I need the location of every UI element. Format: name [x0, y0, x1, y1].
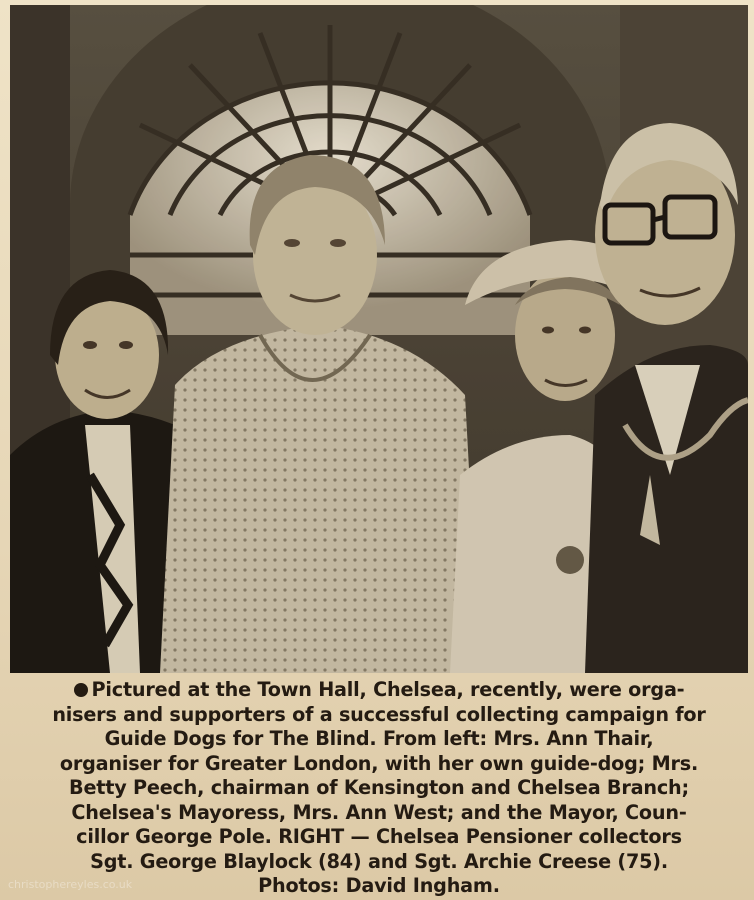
bullet-icon — [74, 683, 88, 697]
caption-line: Betty Peech, chairman of Kensington and Chelsea Branch; — [69, 776, 689, 799]
caption-line — [10, 678, 748, 703]
caption-line: organiser for Greater London, with her own guide-dog; Mrs. — [59, 751, 699, 775]
caption-line: Guide Dogs for The Blind. From left: Mrs. Ann Thair, — [104, 727, 654, 750]
photo-caption — [10, 678, 748, 897]
photo-illustration — [10, 5, 748, 673]
caption-line: Chelsea's Mayoress, Mrs. Ann West; and the Mayor, Coun- — [71, 800, 687, 824]
caption-line: nisers and supporters of a successful collecting campaign for — [52, 702, 706, 726]
caption-line: cillor George Pole. RIGHT — Chelsea Pensioner collectors — [76, 825, 682, 848]
caption-line: Sgt. George Blaylock (84) and Sgt. Archie Creese (75). — [90, 849, 668, 873]
caption-text: Pictured at the Town Hall, Chelsea, recently, were orga- — [91, 678, 685, 701]
caption-line: Photos: David Ingham. — [258, 874, 500, 897]
watermark: christophereyles.co.uk — [8, 878, 133, 891]
photograph — [10, 5, 748, 673]
